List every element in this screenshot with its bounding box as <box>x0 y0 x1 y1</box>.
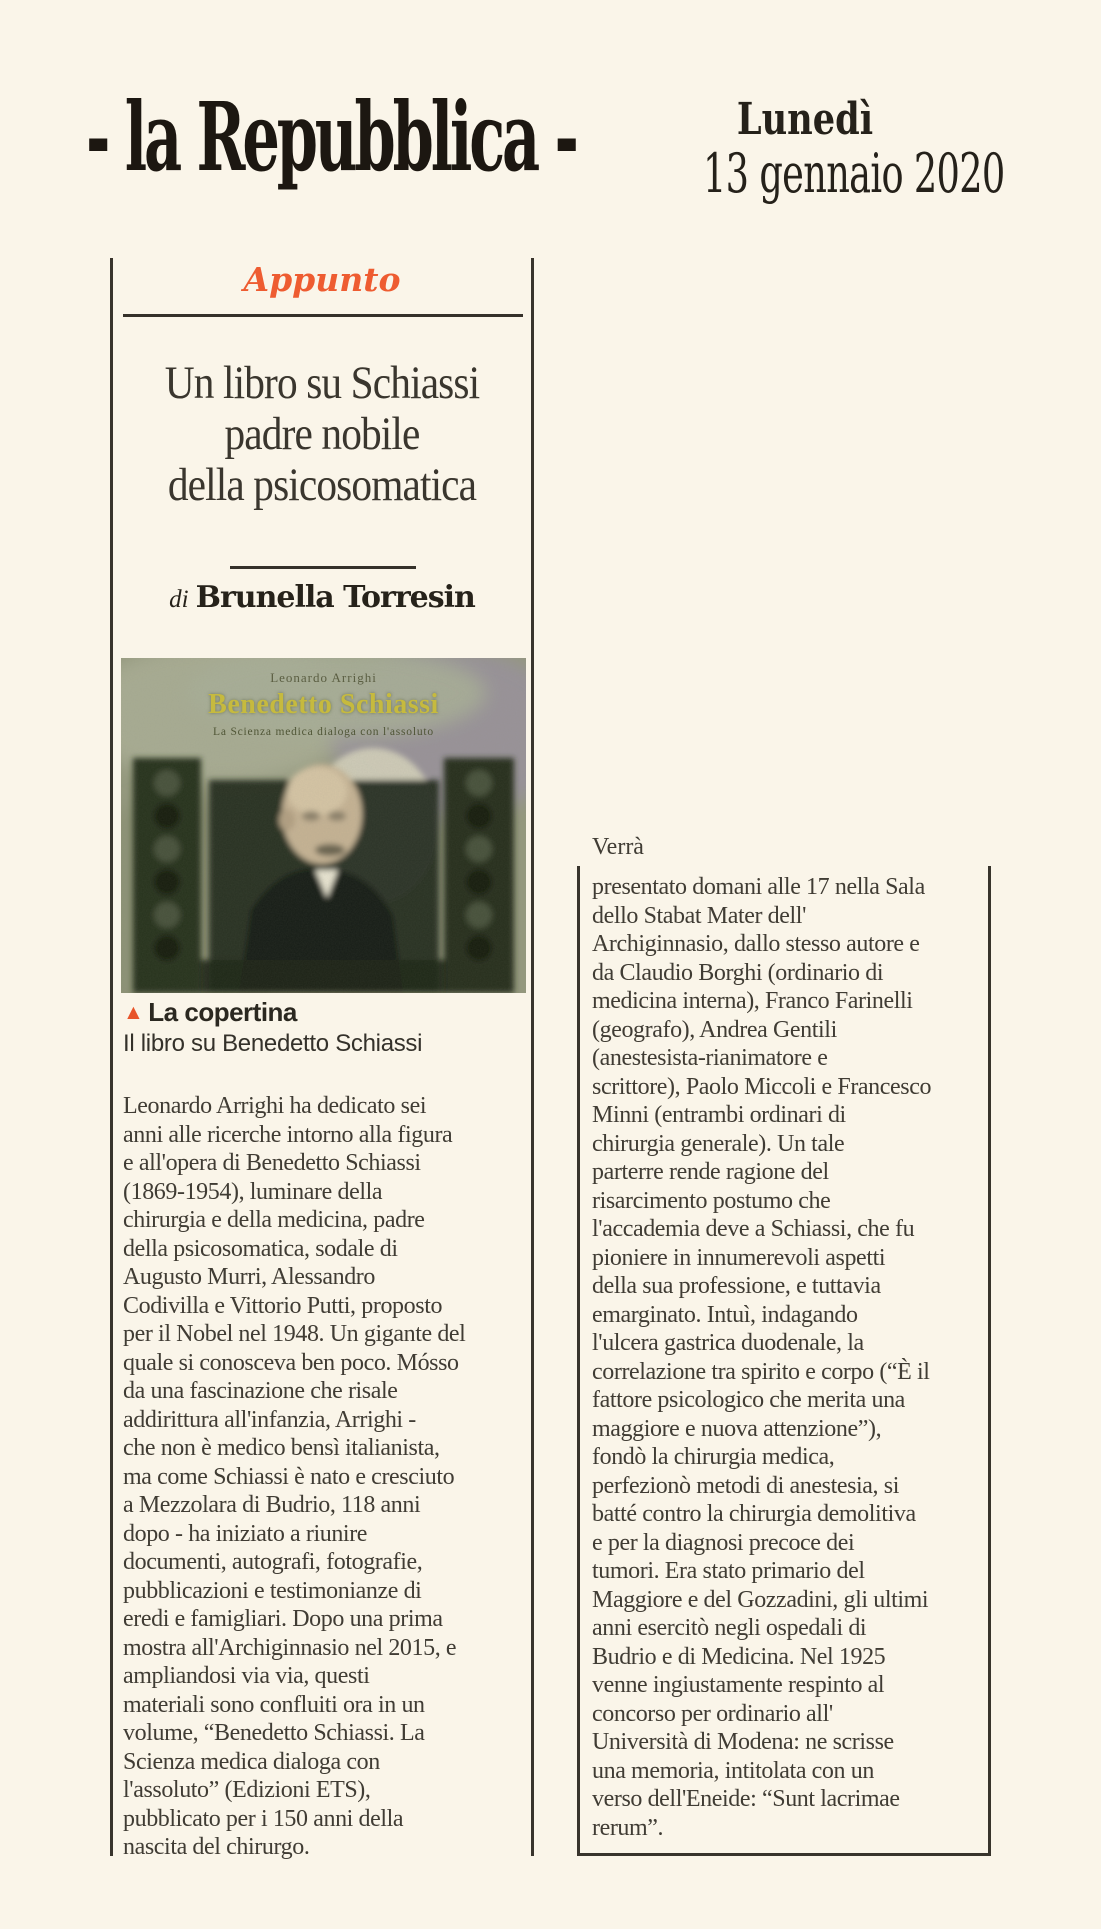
text-line: volume, “Benedetto Schiassi. La <box>123 1720 425 1746</box>
text-line: parterre rende ragione del <box>592 1159 829 1185</box>
text-line: ma come Schiassi è nato e cresciuto <box>123 1463 455 1490</box>
text-line: batté contro la chirurgia demolitiva <box>592 1501 916 1527</box>
text-line: Scienza medica dialoga con <box>123 1748 380 1775</box>
caption-text: Il libro su Benedetto Schiassi <box>123 1030 423 1057</box>
article-right-column <box>577 866 991 1856</box>
right-column-lead-word: Verrà <box>592 834 644 860</box>
text-line: tumori. Era stato primario del <box>592 1558 865 1584</box>
text-line: emarginato. Intuì, indagando <box>592 1301 858 1328</box>
issue-date-block <box>655 94 1005 205</box>
newspaper-logo: - la Repubblica - <box>86 82 576 193</box>
text-line: Codivilla e Vittorio Putti, proposto <box>123 1292 443 1319</box>
text-line: anni esercitò negli ospedali di <box>592 1615 867 1641</box>
text-line: pioniere in innumerevoli aspetti <box>592 1244 886 1271</box>
text-line: e all'opera di Benedetto Schiassi <box>123 1150 421 1176</box>
text-line: Un libro su Schiassi <box>164 357 480 409</box>
triangle-marker-icon: ▲ <box>123 1001 144 1024</box>
issue-full-date: 13 gennaio 2020 <box>703 142 1005 205</box>
text-line: risarcimento postumo che <box>592 1187 831 1214</box>
text-line: pubblicato per i 150 anni della <box>123 1805 404 1832</box>
text-line: Budrio e di Medicina. Nel 1925 <box>592 1643 886 1670</box>
article-body-right <box>592 873 988 1842</box>
book-cover-photo <box>121 658 526 993</box>
byline-prefix: di <box>169 586 189 613</box>
text-line: materiali sono confluiti ora in un <box>123 1691 425 1718</box>
text-line: mostra all'Archiginnasio nel 2015, e <box>123 1634 457 1661</box>
text-line: documenti, autografi, fotografie, <box>123 1549 423 1575</box>
text-line: ampliandosi via via, questi <box>123 1663 370 1689</box>
cover-book-subtitle: La Scienza medica dialoga con l'assoluto <box>213 726 434 738</box>
photo-caption <box>123 998 422 1058</box>
cover-book-title: Benedetto Schiassi <box>208 689 439 720</box>
text-line: dello Stabat Mater dell' <box>592 902 806 929</box>
text-line: nascita del chirurgo. <box>123 1834 310 1860</box>
text-line: scrittore), Paolo Miccoli e Francesco <box>592 1073 932 1100</box>
text-line: a Mezzolara di Budrio, 118 anni <box>123 1492 421 1518</box>
text-line: (geografo), Andrea Gentili <box>592 1016 837 1043</box>
text-line: della sua professione, e tuttavia <box>592 1273 881 1299</box>
text-line: fattore psicologico che merita una <box>592 1387 905 1413</box>
text-line: Maggiore e del Gozzadini, gli ultimi <box>592 1586 929 1613</box>
text-line: l'assoluto” (Edizioni ETS), <box>123 1777 371 1803</box>
text-line: padre nobile <box>224 408 420 460</box>
kicker-label: Appunto <box>243 260 401 299</box>
text-line: fondò la chirurgia medica, <box>592 1444 835 1470</box>
text-line: (1869-1954), luminare della <box>123 1178 383 1205</box>
text-line: chirurgia e della medicina, padre <box>123 1207 425 1233</box>
text-line: dopo - ha iniziato a riunire <box>123 1520 368 1547</box>
text-line: quale si conosceva ben poco. Mósso <box>123 1349 459 1376</box>
text-line: da Claudio Borghi (ordinario di <box>592 959 884 986</box>
headline <box>138 358 506 511</box>
article-body-left <box>123 1092 465 1862</box>
text-line: medicina interna), Franco Farinelli <box>592 988 913 1014</box>
byline-author: Brunella Torresin <box>195 580 475 615</box>
text-line: Augusto Murri, Alessandro <box>123 1264 375 1290</box>
text-line: una memoria, intitolata con un <box>592 1757 874 1784</box>
text-line: anni alle ricerche intorno alla figura <box>123 1121 453 1148</box>
kicker-divider-rule <box>123 314 523 317</box>
text-line: che non è medico bensì italianista, <box>123 1435 440 1461</box>
text-line: eredi e famigliari. Dopo una prima <box>123 1606 443 1632</box>
text-line: della psicosomatica <box>167 459 477 511</box>
text-line: della psicosomatica, sodale di <box>123 1235 398 1262</box>
text-line: rerum”. <box>592 1814 664 1841</box>
issue-day: Lunedì <box>736 94 874 145</box>
text-line: concorso per ordinario all' <box>592 1700 833 1727</box>
caption-title: La copertina <box>148 997 297 1027</box>
text-line: Leonardo Arrighi ha dedicato sei <box>123 1093 427 1119</box>
text-line: correlazione tra spirito e corpo (“È il <box>592 1358 930 1385</box>
text-line: Università di Modena: ne scrisse <box>592 1729 894 1755</box>
cover-author-name: Leonardo Arrighi <box>270 670 377 685</box>
text-line: chirurgia generale). Un tale <box>592 1130 845 1157</box>
text-line: l'ulcera gastrica duodenale, la <box>592 1330 864 1356</box>
text-line: pubblicazioni e testimonianze di <box>123 1577 422 1604</box>
text-line: da una fascinazione che risale <box>123 1378 398 1404</box>
caption-title-line <box>123 998 422 1029</box>
text-line: addirittura all'infanzia, Arrighi - <box>123 1406 416 1433</box>
text-line: e per la diagnosi precoce dei <box>592 1529 855 1556</box>
text-line: venne ingiustamente respinto al <box>592 1672 885 1698</box>
text-line: per il Nobel nel 1948. Un gigante del <box>123 1321 466 1347</box>
text-line: Minni (entrambi ordinari di <box>592 1102 846 1128</box>
article-left-column <box>110 258 534 1860</box>
text-line: verso dell'Eneide: “Sunt lacrimae <box>592 1786 900 1812</box>
byline <box>113 580 531 615</box>
text-line: presentato domani alle 17 nella Sala <box>592 874 925 900</box>
byline-divider-rule <box>230 566 416 569</box>
text-line: l'accademia deve a Schiassi, che fu <box>592 1216 915 1242</box>
text-line: perfezionò metodi di anestesia, si <box>592 1472 899 1499</box>
text-line: maggiore e nuova attenzione”), <box>592 1415 882 1442</box>
text-line: Archiginnasio, dallo stesso autore e <box>592 931 920 957</box>
text-line: (anestesista-rianimatore e <box>592 1045 828 1071</box>
